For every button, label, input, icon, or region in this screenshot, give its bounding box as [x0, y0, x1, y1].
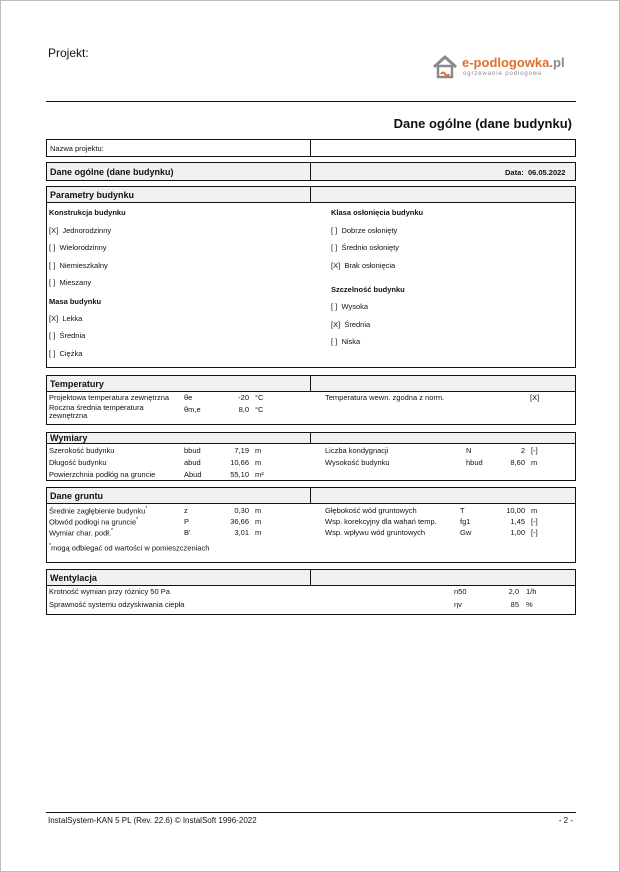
ventilation-header — [46, 569, 576, 586]
footer-software: InstalSystem-KAN 5 PL (Rev. 22.6) © InstalSoft 1996-2022 — [48, 816, 257, 825]
dimension-unit: m² — [255, 470, 264, 479]
date-value: 06.05.2022 — [527, 168, 566, 177]
dimension-unit: [-] — [531, 446, 538, 455]
ventilation-value: 85 — [510, 600, 519, 609]
ground-header — [46, 487, 576, 504]
mass-item: [ ] Ciężka — [49, 349, 83, 358]
annual-avg-temp-symbol: θm,e — [184, 405, 201, 414]
construction-title: Konstrukcja budynku — [49, 208, 126, 217]
internal-norm-check: [X] — [530, 393, 540, 402]
dimensions-title: Wymiary — [50, 433, 88, 443]
annual-avg-temp-value: 8,0 — [238, 405, 249, 414]
date-label: Data: — [505, 168, 524, 177]
dimension-row: Szerokość budynku — [49, 446, 115, 455]
annual-avg-temp-label: Roczna średnia temperatura — [49, 403, 144, 412]
ground-value: 0,30 — [234, 506, 249, 515]
ventilation-row: Sprawność systemu odzyskiwania ciepła — [49, 600, 185, 609]
ground-symbol: T — [460, 506, 465, 515]
mass-title: Masa budynku — [49, 297, 102, 306]
logo-brand: e-podlogowka — [462, 55, 550, 70]
design-ext-temp-unit: °C — [255, 393, 264, 402]
tightness-item: [X] Średnia — [331, 320, 371, 329]
building-params-title: Parametry budynku — [50, 190, 135, 200]
ground-symbol: P — [184, 517, 190, 526]
ground-unit: m — [255, 528, 262, 537]
dimension-row: Wysokość budynku — [325, 458, 390, 467]
ground-row: Średnie zagłębienie budynku* — [49, 506, 148, 516]
construction-item: [ ] Niemieszkalny — [49, 261, 108, 270]
ground-unit: [-] — [531, 528, 538, 537]
doc-title: Dane ogólne (dane budynku) — [393, 116, 572, 131]
ground-symbol: fg1 — [460, 517, 471, 526]
project-label: Projekt: — [48, 46, 89, 60]
temperatures-header — [46, 375, 576, 392]
building-params-panel — [46, 202, 576, 368]
shielding-item: [X] Brak osłonięcia — [331, 261, 396, 270]
annual-avg-temp-unit: °C — [255, 405, 264, 414]
ground-value: 3,01 — [234, 528, 249, 537]
tightness-item: [ ] Niska — [331, 337, 361, 346]
annual-avg-temp-label-2: zewnętrzna — [49, 411, 88, 420]
footer-rule — [46, 812, 576, 813]
dimension-value: 10,66 — [230, 458, 249, 467]
ground-row: Głębokość wód gruntowych — [325, 506, 417, 515]
dimension-value: 8,60 — [510, 458, 525, 467]
dimension-value: 55,10 — [230, 470, 249, 479]
footer-page-number: - 2 - — [558, 816, 573, 825]
design-ext-temp-value: -20 — [238, 393, 249, 402]
dimension-unit: m — [255, 458, 262, 467]
project-name-label: Nazwa projektu: — [50, 144, 104, 153]
tightness-item: [ ] Wysoka — [331, 302, 369, 311]
dimension-row: Liczba kondygnacji — [325, 446, 389, 455]
ground-symbol: B' — [184, 528, 191, 537]
ground-row: Obwód podłogi na gruncie* — [49, 517, 139, 527]
logo-tld: .pl — [549, 55, 565, 70]
dimension-value: 2 — [520, 446, 525, 455]
logo-tagline: ogrzewanie podłogowe — [463, 71, 543, 77]
tightness-title: Szczelność budynku — [331, 285, 405, 294]
ground-value: 36,66 — [230, 517, 249, 526]
ground-value: 10,00 — [506, 506, 525, 515]
ground-unit: m — [531, 506, 538, 515]
ventilation-unit: % — [526, 600, 533, 609]
project-name-row — [46, 139, 576, 157]
dimension-symbol: N — [466, 446, 472, 455]
ground-unit: [-] — [531, 517, 538, 526]
ground-note: *mogą odbiegać od wartości w pomieszczeniach — [49, 543, 210, 553]
construction-item: [X] Jednorodzinny — [49, 226, 112, 235]
construction-item: [ ] Mieszany — [49, 278, 92, 287]
ground-row: Wymiar char. podł.* — [49, 528, 113, 538]
ground-row: Wsp. korekcyjny dla wahań temp. — [325, 517, 437, 526]
house-icon — [432, 54, 458, 80]
ground-row: Wsp. wpływu wód gruntowych — [325, 528, 426, 537]
ventilation-row: Krotność wymian przy różnicy 50 Pa — [49, 587, 170, 596]
mass-item: [ ] Średnia — [49, 331, 86, 340]
shielding-item: [ ] Średnio osłonięty — [331, 243, 399, 252]
dimension-value: 7,19 — [234, 446, 249, 455]
ground-symbol: Gw — [460, 528, 472, 537]
ventilation-value: 2,0 — [508, 587, 519, 596]
temperatures-title: Temperatury — [50, 379, 104, 389]
shielding-item: [ ] Dobrze osłonięty — [331, 226, 398, 235]
dimension-row: Powierzchnia podłóg na gruncie — [49, 470, 156, 479]
dimension-unit: m — [531, 458, 538, 467]
ground-value: 1,00 — [510, 528, 525, 537]
ground-symbol: z — [184, 506, 188, 515]
ventilation-symbol: ηv — [454, 600, 462, 609]
dimension-symbol: Abud — [184, 470, 202, 479]
ground-value: 1,45 — [510, 517, 525, 526]
general-title: Dane ogólne (dane budynku) — [50, 167, 174, 177]
shielding-title: Klasa osłonięcia budynku — [331, 208, 424, 217]
construction-item: [ ] Wielorodzinny — [49, 243, 107, 252]
header-rule — [46, 101, 576, 102]
design-ext-temp-symbol: θe — [184, 393, 193, 402]
ground-unit: m — [255, 506, 262, 515]
ventilation-symbol: n50 — [454, 587, 467, 596]
internal-norm-label: Temperatura wewn. zgodna z norm. — [325, 393, 445, 402]
dimension-symbol: abud — [184, 458, 201, 467]
ventilation-unit: 1/h — [526, 587, 537, 596]
design-ext-temp-label: Projektowa temperatura zewnętrzna — [49, 393, 170, 402]
dimension-row: Długość budynku — [49, 458, 107, 467]
ground-unit: m — [255, 517, 262, 526]
mass-item: [X] Lekka — [49, 314, 83, 323]
dimension-symbol: hbud — [466, 458, 483, 467]
dimension-symbol: bbud — [184, 446, 201, 455]
ground-title: Dane gruntu — [50, 491, 103, 501]
ventilation-title: Wentylacja — [50, 573, 97, 583]
dimension-unit: m — [255, 446, 262, 455]
